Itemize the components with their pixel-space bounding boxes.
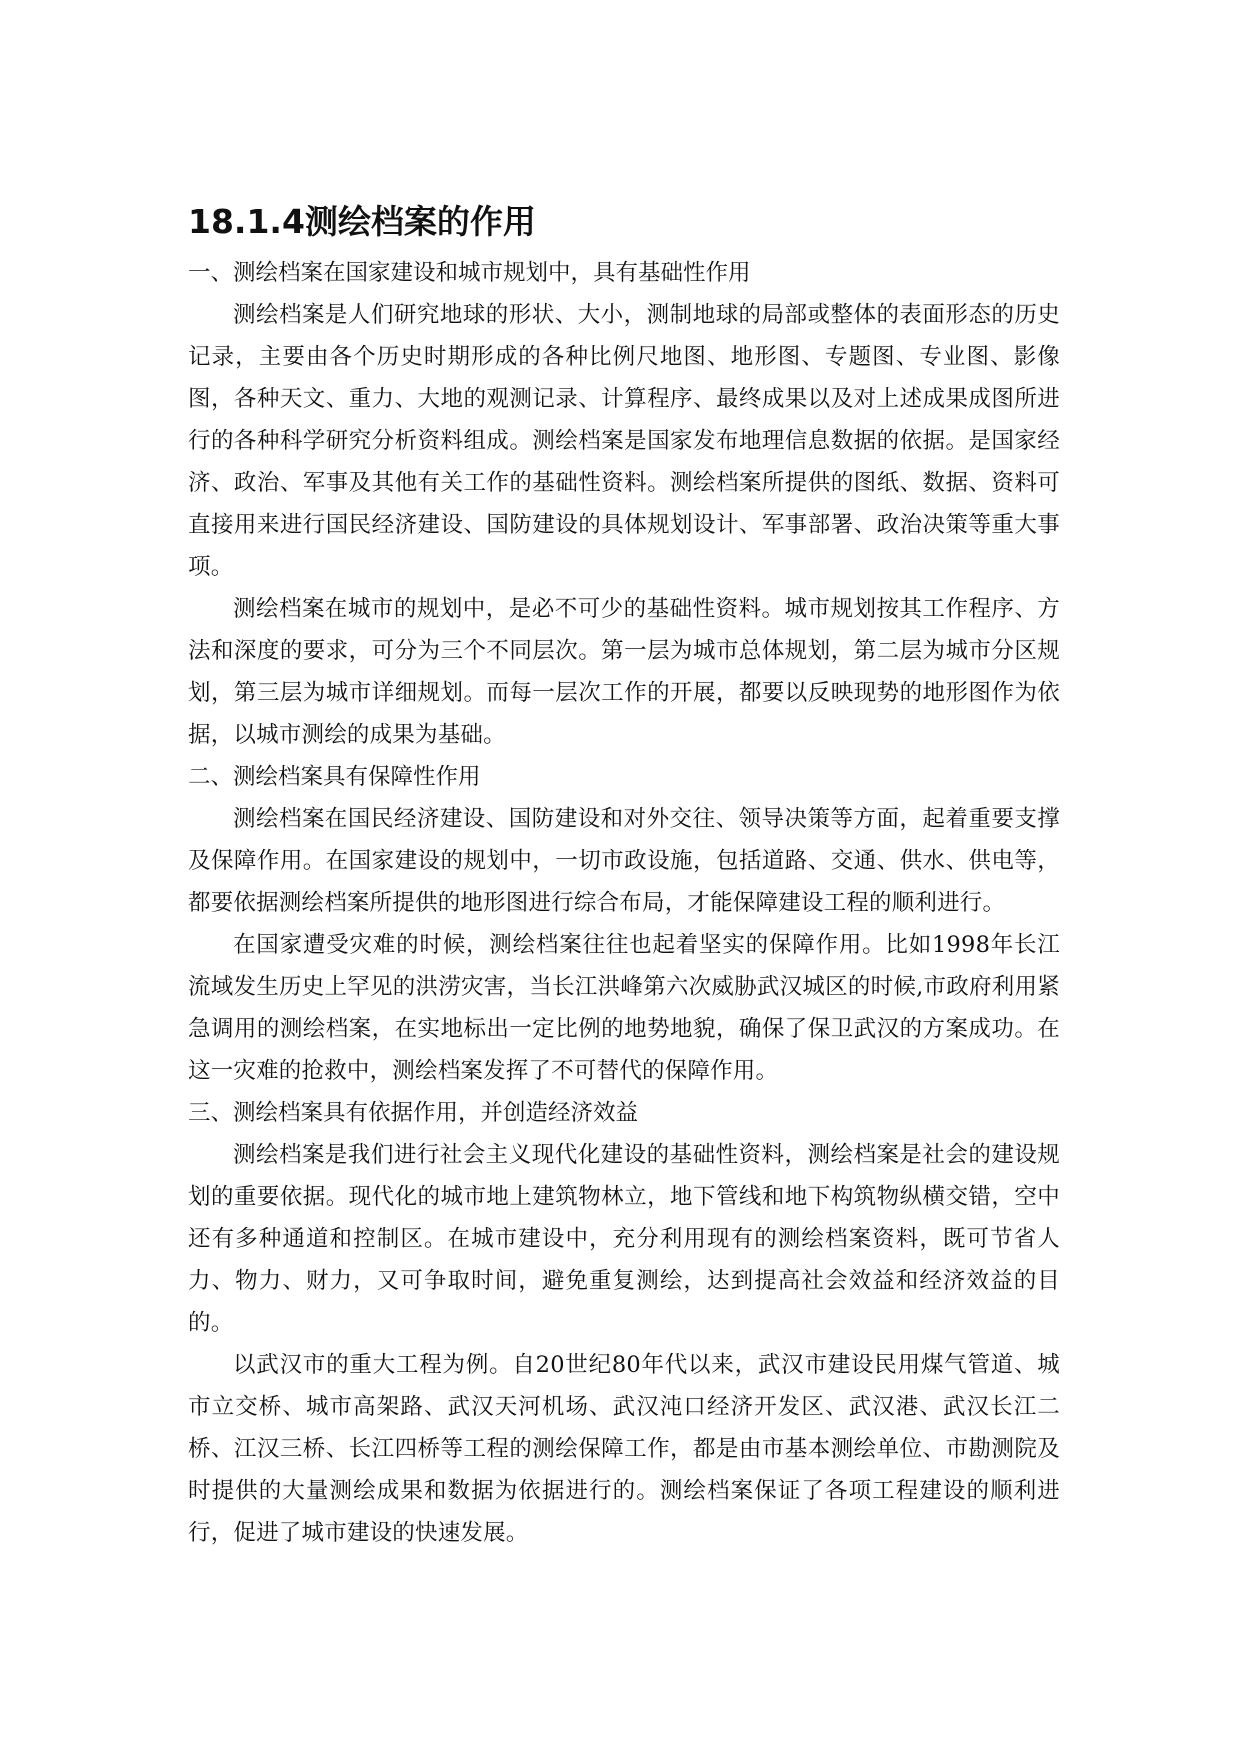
section-3 [188, 1092, 1060, 1554]
paragraph: 以武汉市的重大工程为例。自20世纪80年代以来，武汉市建设民用煤气管道、城市立交桥、城市高架路、武汉天河机场、武汉沌口经济开发区、武汉港、武汉长江二桥、江汉三桥、长江四桥等工程的测绘保障工作，都是由市基本测绘单位、市勘测院及时提供的大量测绘成果和数据为依据进行的。测绘档案保证了各项工程建设的顺利进行，促进了城市建设的快速发展。 [188, 1352, 1060, 1546]
section-2 [188, 756, 1060, 1092]
section-heading: 一、测绘档案在国家建设和城市规划中，具有基础性作用 [188, 260, 751, 286]
section-1 [188, 252, 1060, 756]
section-heading: 三、测绘档案具有依据作用，并创造经济效益 [188, 1100, 639, 1126]
paragraph: 测绘档案是人们研究地球的形状、大小，测制地球的局部或整体的表面形态的历史记录，主要由各个历史时期形成的各种比例尺地图、地形图、专题图、专业图、影像图，各种天文、重力、大地的观测记录、计算程序、最终成果以及对上述成果成图所进行的各种科学研究分析资料组成。测绘档案是国家发布地理信息数据的依据。是国家经济、政治、军事及其他有关工作的基础性资料。测绘档案所提供的图纸、数据、资料可直接用来进行国民经济建设、国防建设的具体规划设计、军事部署、政治决策等重大事项。 [188, 302, 1060, 580]
paragraph: 在国家遭受灾难的时候，测绘档案往往也起着坚实的保障作用。比如1998年长江流域发生历史上罕见的洪涝灾害，当长江洪峰第六次威胁武汉城区的时候,市政府利用紧急调用的测绘档案，在实地标出一定比例的地势地貌，确保了保卫武汉的方案成功。在这一灾难的抢救中，测绘档案发挥了不可替代的保障作用。 [188, 932, 1060, 1084]
section-title: 18.1.4测绘档案的作用 [188, 202, 536, 241]
section-heading: 二、测绘档案具有保障性作用 [188, 764, 481, 790]
paragraph: 测绘档案在城市的规划中，是必不可少的基础性资料。城市规划按其工作程序、方法和深度的要求，可分为三个不同层次。第一层为城市总体规划，第二层为城市分区规划，第三层为城市详细规划。而每一层次工作的开展，都要以反映现势的地形图作为依据，以城市测绘的成果为基础。 [188, 596, 1060, 748]
paragraph: 测绘档案在国民经济建设、国防建设和对外交往、领导决策等方面，起着重要支撑及保障作用。在国家建设的规划中，一切市政设施，包括道路、交通、供水、供电等，都要依据测绘档案所提供的地形图进行综合布局，才能保障建设工程的顺利进行。 [188, 806, 1060, 916]
paragraph: 测绘档案是我们进行社会主义现代化建设的基础性资料，测绘档案是社会的建设规划的重要依据。现代化的城市地上建筑物林立，地下管线和地下构筑物纵横交错，空中还有多种通道和控制区。在城市建设中，充分利用现有的测绘档案资料，既可节省人力、物力、财力，又可争取时间，避免重复测绘，达到提高社会效益和经济效益的目的。 [188, 1142, 1060, 1336]
document-page [188, 196, 1060, 1554]
